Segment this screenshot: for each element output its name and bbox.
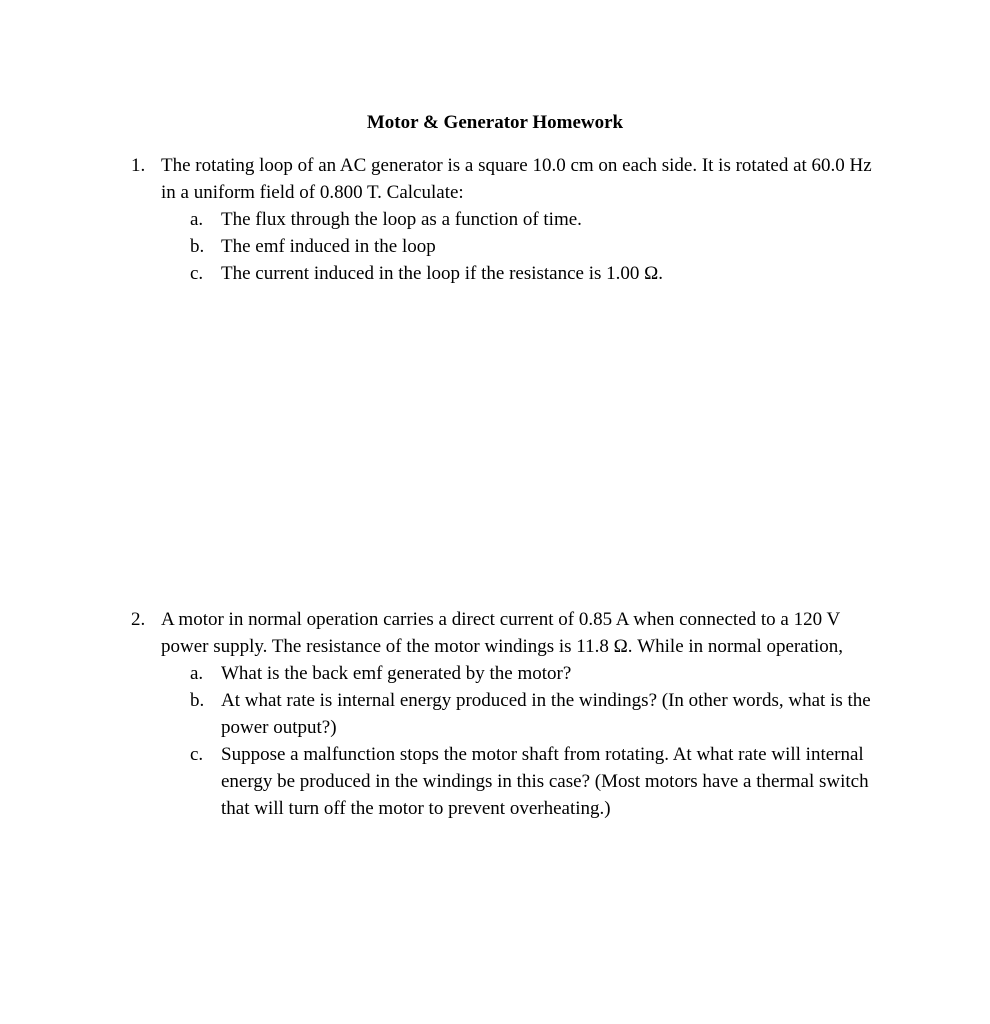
question-part [131, 660, 891, 687]
part-text: Suppose a malfunction stops the motor shaft from rotating. At what rate will internal energy be produced in the windings in this case? (Most motors have a thermal switch that will turn off the motor to prevent overheating.) [221, 744, 869, 819]
question-number: 1. [131, 155, 146, 176]
question-number: 2. [131, 609, 146, 630]
question-part [131, 741, 891, 822]
part-label: c. [190, 744, 204, 765]
part-text: The emf induced in the loop [221, 236, 436, 257]
question-part [131, 687, 891, 741]
question-1 [131, 152, 891, 287]
part-label: c. [190, 263, 204, 284]
part-text: The flux through the loop as a function of time. [221, 209, 582, 230]
question-2 [131, 606, 891, 822]
page-title: Motor & Generator Homework [366, 112, 624, 133]
part-label: b. [190, 690, 205, 711]
part-text: The current induced in the loop if the resistance is 1.00 Ω. [221, 263, 664, 284]
question-text: The rotating loop of an AC generator is a square 10.0 cm on each side. It is rotated at 60.0 Hz in a uniform field of 0.800 T. Calculate: [161, 155, 872, 203]
question-part [131, 233, 891, 260]
question-parts [131, 206, 891, 287]
part-text: What is the back emf generated by the motor? [221, 663, 572, 684]
part-text: At what rate is internal energy produced in the windings? (In other words, what is the power output?) [221, 690, 871, 738]
part-label: b. [190, 236, 205, 257]
question-text: A motor in normal operation carries a direct current of 0.85 A when connected to a 120 V power supply. The resistance of the motor windings is 11.8 Ω. While in normal operation, [161, 609, 843, 657]
question-part [131, 206, 891, 233]
question-stem [131, 606, 891, 660]
part-label: a. [190, 663, 204, 684]
question-stem [131, 152, 891, 206]
question-parts [131, 660, 891, 822]
part-label: a. [190, 209, 204, 230]
question-part [131, 260, 891, 287]
